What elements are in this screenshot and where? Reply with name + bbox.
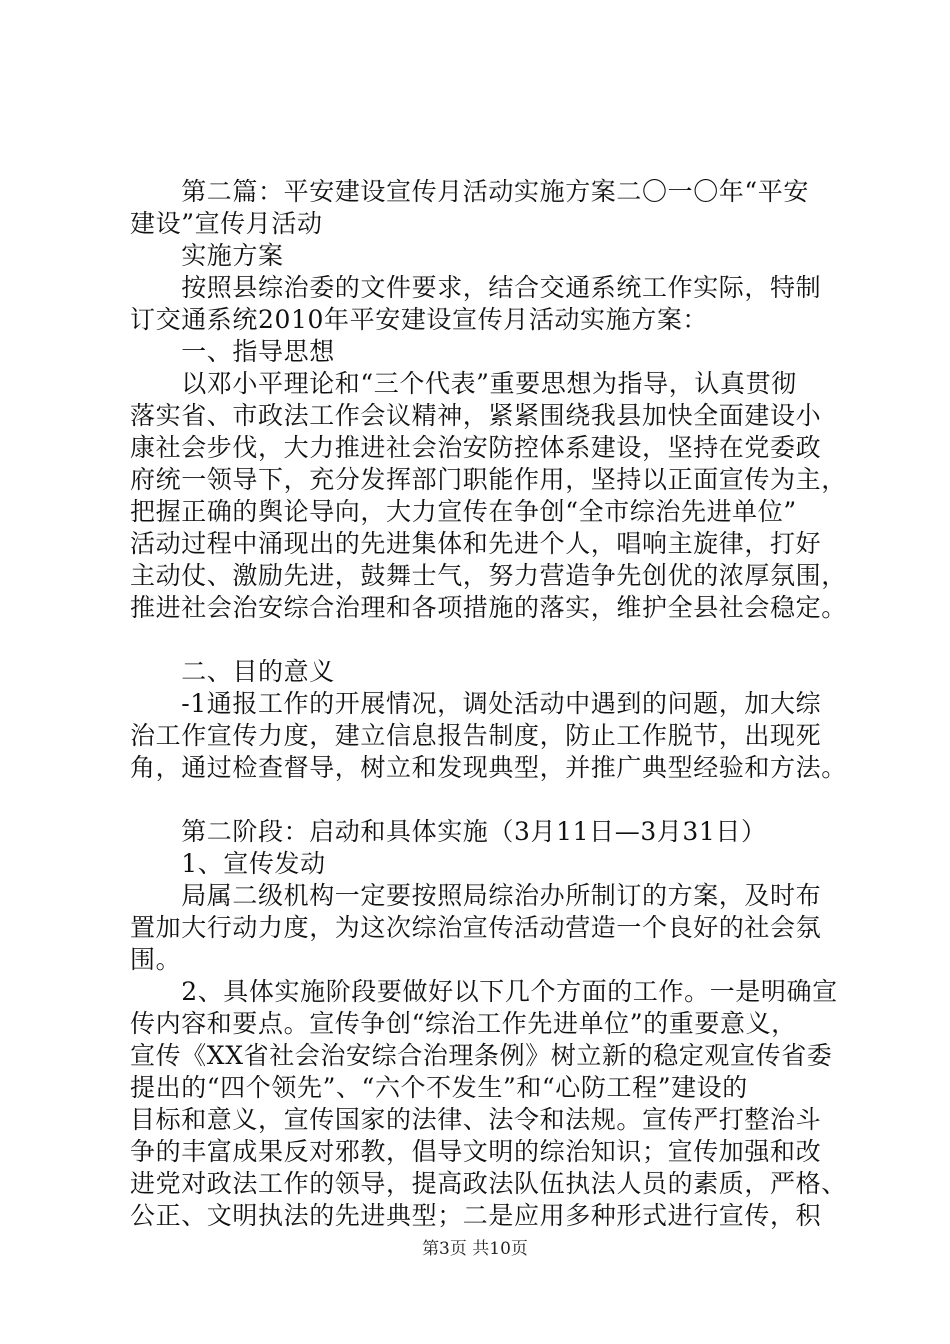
text-line: 实施方案: [130, 241, 284, 270]
text-line: 目标和意义，宣传国家的法律、法令和法规。宣传严打整治斗: [130, 1105, 822, 1134]
text-line: 建设”宣传月活动: [130, 209, 323, 238]
text-line: 二、目的意义: [130, 657, 335, 686]
text-line: 康社会步伐，大力推进社会治安防控体系建设，坚持在党委政: [130, 433, 822, 462]
text-line: 主动仗、激励先进，鼓舞士气，努力营造争先创优的浓厚氛围，: [130, 561, 847, 590]
text-line: 推进社会治安综合治理和各项措施的落实，维护全县社会稳定。: [130, 593, 847, 622]
text-line: 活动过程中涌现出的先进集体和先进个人，唱响主旋律，打好: [130, 529, 822, 558]
text-line: 订交通系统2010年平安建设宣传月活动实施方案：: [130, 305, 709, 334]
text-line: 争的丰富成果反对邪教，倡导文明的综治知识；宣传加强和改: [130, 1137, 822, 1166]
text-line: 一、指导思想: [130, 337, 335, 366]
blank-line: [130, 784, 830, 816]
text-line: 公正、文明执法的先进典型；二是应用多种形式进行宣传，积: [130, 1201, 822, 1230]
text-line: 以邓小平理论和“三个代表”重要思想为指导，认真贯彻: [130, 369, 797, 398]
document-body: [130, 176, 847, 1232]
text-line: 局属二级机构一定要按照局综治办所制订的方案，及时布: [130, 881, 822, 910]
text-line: 落实省、市政法工作会议精神，紧紧围绕我县加快全面建设小: [130, 401, 822, 430]
blank-line: [130, 624, 830, 656]
text-line: 1、宣传发动: [130, 849, 326, 878]
text-line: 角，通过检查督导，树立和发现典型，并推广典型经验和方法。: [130, 753, 847, 782]
text-line: 府统一领导下，充分发挥部门职能作用，坚持以正面宣传为主，: [130, 465, 847, 494]
text-line: 2、具体实施阶段要做好以下几个方面的工作。一是明确宣: [130, 977, 838, 1006]
text-line: 第二阶段：启动和具体实施（3月11日—3月31日）: [130, 817, 767, 846]
text-line: 把握正确的舆论导向，大力宣传在争创“全市综治先进单位”: [130, 497, 797, 526]
text-line: 宣传《XX省社会治安综合治理条例》树立新的稳定观宣传省委: [130, 1041, 833, 1070]
text-line: 治工作宣传力度，建立信息报告制度，防止工作脱节，出现死: [130, 721, 822, 750]
page-footer: 第3页 共10页: [422, 1239, 528, 1259]
text-line: 第二篇：平安建设宣传月活动实施方案二〇一〇年“平安: [130, 177, 809, 206]
text-line: 提出的“四个领先”、“六个不发生”和“心防工程”建设的: [130, 1073, 748, 1102]
text-line: 传内容和要点。宣传争创“综治工作先进单位”的重要意义，: [130, 1009, 797, 1038]
text-line: 进党对政法工作的领导，提高政法队伍执法人员的素质，严格、: [130, 1169, 847, 1198]
text-line: -1通报工作的开展情况，调处活动中遇到的问题，加大综: [130, 689, 822, 718]
text-line: 置加大行动力度，为这次综治宣传活动营造一个良好的社会氛: [130, 913, 822, 942]
text-line: 围。: [130, 945, 182, 974]
text-line: 按照县综治委的文件要求，结合交通系统工作实际，特制: [130, 273, 822, 302]
